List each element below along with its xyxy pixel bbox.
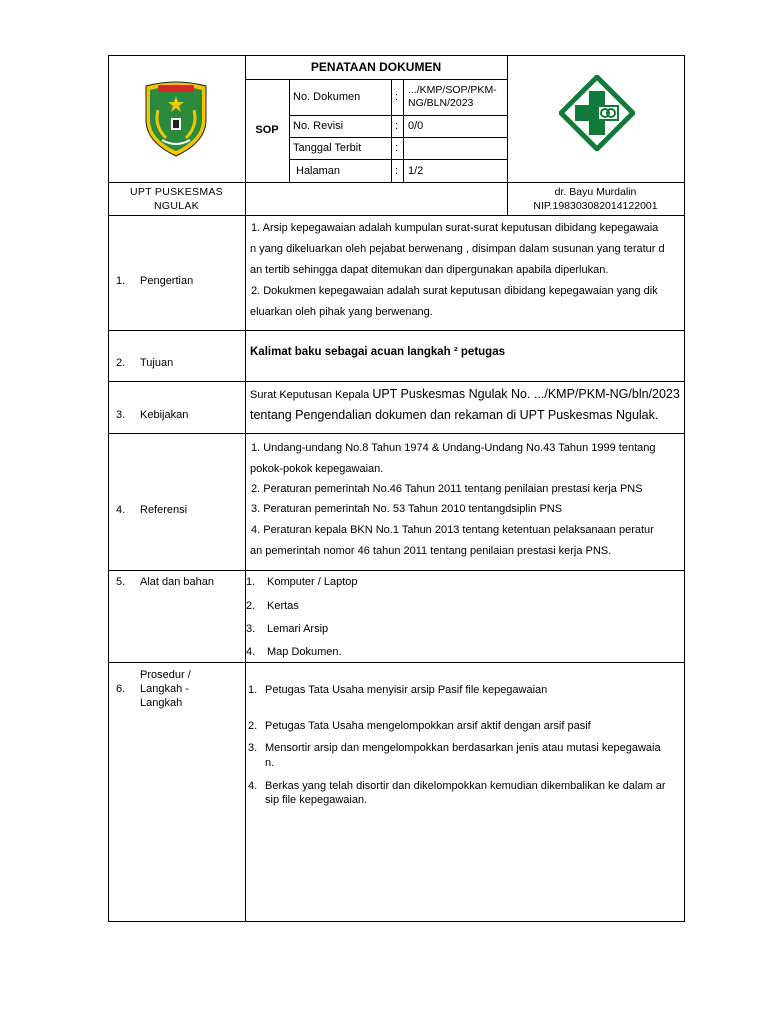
field-sep: : [395, 91, 399, 103]
list-item: Map Dokumen. [267, 646, 342, 658]
org-name-line1: UPT PUSKESMAS [130, 186, 223, 198]
section-title-tujuan: Tujuan [140, 357, 174, 369]
body-line: pokok-pokok kepegawaian. [250, 463, 384, 475]
puskesmas-logo [559, 75, 635, 151]
signer-name: dr. Bayu Murdalin [554, 186, 637, 198]
section-number: 3. [116, 409, 126, 421]
field-value-no-revisi: 0/0 [408, 120, 424, 132]
section-number: 2. [116, 357, 126, 369]
signer-nip: NIP.198303082014122001 [533, 200, 658, 212]
section-body-kebijakan-line2: tentang Pengendalian dokumen dan rekaman di UPT Puskesmas Ngulak. [250, 408, 659, 422]
section-title-referensi: Referensi [140, 504, 188, 516]
section-title-prosedur-line: Prosedur / [140, 669, 191, 681]
list-item: Mensortir arsip dan mengelompokkan berdasarkan jenis atau mutasi kepegawaia [265, 742, 661, 754]
list-item-number: 4. [248, 780, 258, 792]
health-cross-logo-icon [559, 75, 635, 151]
section-number: 1. [116, 275, 126, 287]
section-title-pengertian: Pengertian [140, 275, 194, 287]
list-item: Kertas [267, 600, 299, 612]
body-text: Surat Keputusan Kepala [250, 389, 373, 401]
shield-emblem-icon [140, 80, 212, 158]
section-body-tujuan: Kalimat baku sebagai acuan langkah ² petugas [250, 346, 505, 358]
body-line: 2. Dokukmen kepegawaian adalah surat keputusan dibidang kepegawaian yang dik [251, 285, 658, 297]
field-label-no-revisi: No. Revisi [293, 120, 344, 132]
field-value-halaman: 1/2 [408, 165, 424, 177]
list-item: Berkas yang telah disortir dan dikelompokkan kemudian dikembalikan ke dalam ar [265, 780, 666, 792]
body-line: n yang dikeluarkan oleh pejabat berwenang , disimpan dalam susunan yang teratur d [250, 243, 665, 255]
org-name-line2: NGULAK [154, 200, 199, 212]
list-item: Komputer / Laptop [267, 576, 358, 588]
field-label-tanggal-terbit: Tanggal Terbit [293, 142, 362, 154]
field-sep: : [395, 120, 399, 132]
section-number: 6. [116, 683, 126, 695]
body-line: 1. Arsip kepegawaian adalah kumpulan surat-surat keputusan dibidang kepegawaia [251, 222, 659, 234]
list-item: Petugas Tata Usaha mengelompokkan arsif aktif dengan arsif pasif [265, 720, 591, 732]
body-line: an tertib sehingga dapat ditemukan dan dipergunakan apabila diperlukan. [250, 264, 609, 276]
field-sep: : [395, 142, 399, 154]
body-line: 4. Peraturan kepala BKN No.1 Tahun 2013 tentang ketentuan pelaksanaan peratur [251, 524, 654, 536]
list-item-number: 1. [246, 576, 256, 588]
list-item: Petugas Tata Usaha menyisir arsip Pasif file kepegawaian [265, 684, 548, 696]
body-line: 1. Undang-undang No.8 Tahun 1974 & Undang-Undang No.43 Tahun 1999 tentang [251, 442, 656, 454]
field-label-halaman: Halaman [296, 165, 341, 177]
section-title-prosedur-line: Langkah [140, 697, 183, 709]
section-number: 5. [116, 576, 126, 588]
field-label-no-dokumen: No. Dokumen [293, 91, 361, 103]
document-title: PENATAAN DOKUMEN [310, 60, 442, 74]
section-body-kebijakan-line1 [250, 387, 680, 401]
section-title-kebijakan: Kebijakan [140, 409, 189, 421]
body-line: an pemerintah nomor 46 tahun 2011 tentang penilaian prestasi kerja PNS. [250, 545, 612, 557]
regency-seal [140, 80, 212, 158]
list-item-number: 1. [248, 684, 258, 696]
field-value-no-dokumen: .../KMP/SOP/PKM-NG/BLN/2023 [408, 84, 497, 109]
list-item: Lemari Arsip [267, 623, 329, 635]
sop-label: SOP [255, 124, 279, 136]
section-title-prosedur-line: Langkah - [140, 683, 189, 695]
body-line: eluarkan oleh pihak yang berwenang. [250, 306, 433, 318]
list-item-continued: sip file kepegawaian. [265, 794, 368, 806]
list-item-number: 2. [246, 600, 256, 612]
body-text: UPT Puskesmas Ngulak No. .../KMP/PKM-NG/bln/2023 [372, 387, 680, 401]
list-item-number: 4. [246, 646, 256, 658]
section-number: 4. [116, 504, 126, 516]
body-line: 3. Peraturan pemerintah No. 53 Tahun 2010 tentangdsiplin PNS [251, 503, 563, 515]
field-sep: : [395, 165, 399, 177]
body-line: 2. Peraturan pemerintah No.46 Tahun 2011 tentang penilaian prestasi kerja PNS [251, 483, 643, 495]
list-item-continued: n. [265, 757, 275, 769]
list-item-number: 3. [248, 742, 258, 754]
section-title-alat-bahan: Alat dan bahan [140, 576, 215, 588]
list-item-number: 2. [248, 720, 258, 732]
list-item-number: 3. [246, 623, 256, 635]
